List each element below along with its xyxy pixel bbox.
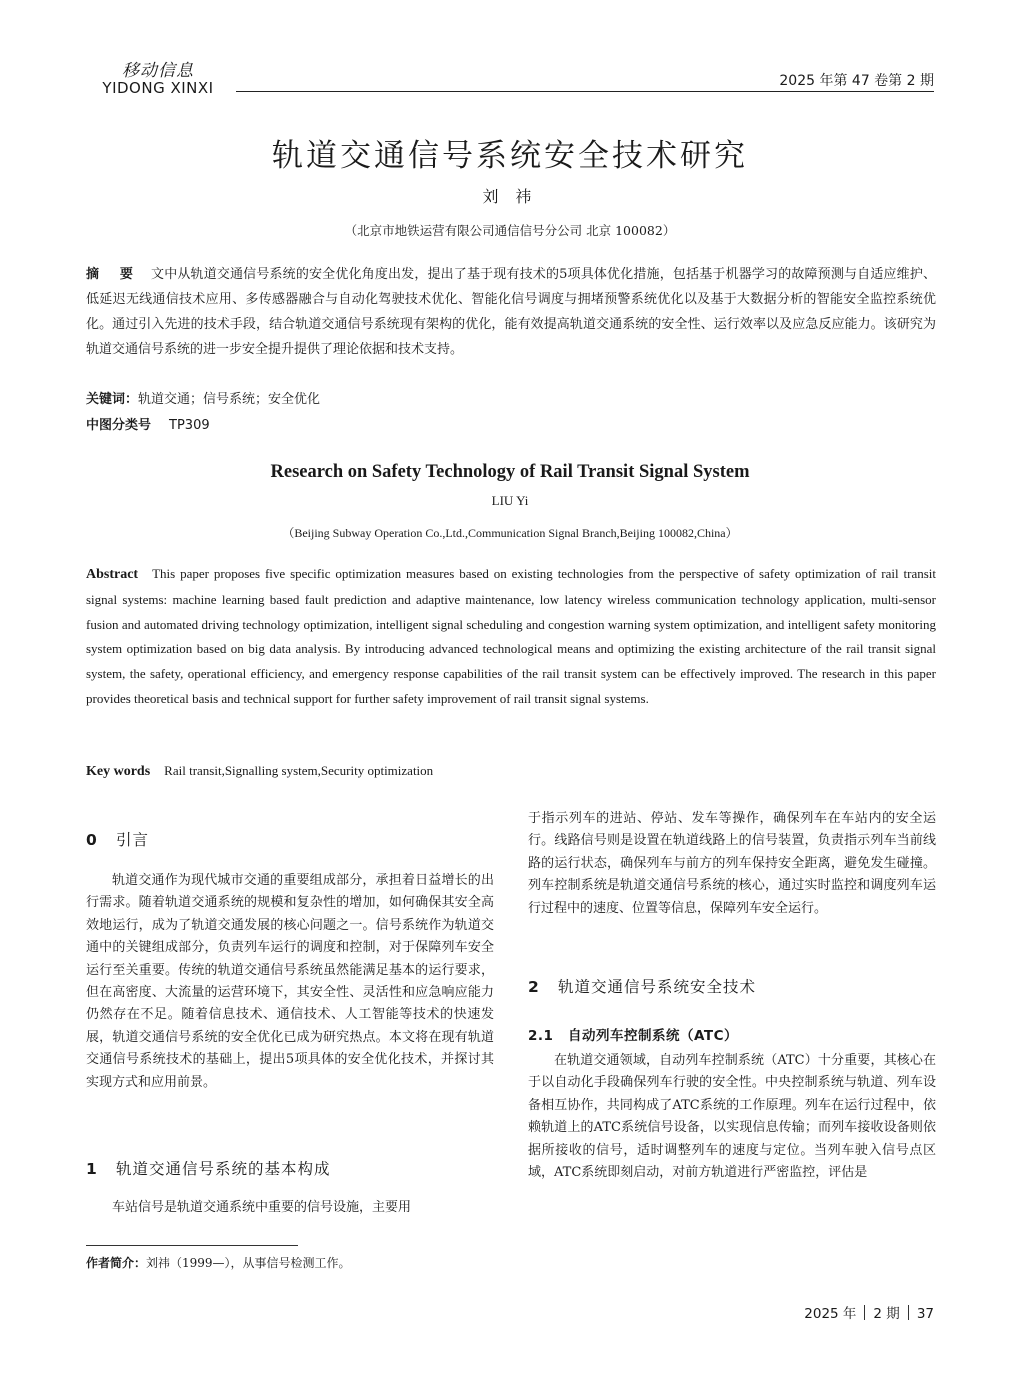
footer-separator: [908, 1305, 909, 1320]
keywords-en: [86, 763, 433, 780]
page-number: 37: [916, 1306, 934, 1322]
section-1-number: 1: [86, 1160, 98, 1178]
section-0-heading: [86, 828, 149, 850]
abstract-en: [86, 562, 936, 712]
abstract-en-text: This paper proposes five specific optimization measures based on existing technologies from the perspective of safety optimization of rail transit signal systems: machine learning based fault prediction and adaptive maintenance, low latency wireless communication technology application, multi-sensor fusion and automated driving technology optimization, intelligent signal scheduling and congestion warning system optimization, and intelligent safety monitoring system optimization based on big data analysis. By introducing advanced technological means and optimizing the existing architecture of the rail transit signal system, the safety, operational efficiency, and emergency response capabilities of the rail transit system can be effectively improved. The research in this paper provides theoretical basis and technical support for further safety improvement of rail transit signal systems.: [86, 566, 936, 706]
section-1-paragraph-continued: 于指示列车的进站、停站、发车等操作，确保列车在车站内的安全运行。线路信号则是设置在轨道线路上的信号装置，负责指示列车当前线路的运行状态，确保列车与前方的列车保持安全距离，避免发生碰撞。列车控制系统是轨道交通信号系统的核心，通过实时监控和调度列车运行过程中的速度、位置等信息，保障列车安全运行。: [528, 811, 936, 916]
section-0-title: 引言: [116, 831, 150, 849]
section-2-1-paragraph: 在轨道交通领域，自动列车控制系统（ATC）十分重要，其核心在于以自动化手段确保列车行驶的安全性。中央控制系统与轨道、列车设备相互协作，共同构成了ATC系统的工作原理。列车在运行过程中，依赖轨道上的ATC系统信号设备，以实现信息传输；而列车接收设备则依据所接收的信号，适时调整列车的速度与定位。当列车驶入信号点区域，ATC系统即刻启动，对前方轨道进行严密监控，评估是: [528, 1053, 936, 1181]
footer-separator: [864, 1305, 865, 1320]
section-2-1-heading: [528, 1024, 738, 1044]
journal-logo-cn: 移动信息: [122, 61, 194, 81]
section-0-paragraph: 轨道交通作为现代城市交通的重要组成部分，承担着日益增长的出行需求。随着轨道交通系统的规模和复杂性的增加，如何确保其安全高效地运行，成为了轨道交通发展的核心问题之一。信号系统作为轨道交通中的关键组成部分，负责列车运行的调度和控制，对于保障列车安全运行至关重要。传统的轨道交通信号系统虽然能满足基本的运行要求，但在高密度、大流量的运营环境下，其安全性、灵活性和应急响应能力仍然存在不足。随着信息技术、通信技术、人工智能等技术的快速发展，轨道交通信号系统的安全优化已成为研究热点。本文将在现有轨道交通信号系统技术的基础上，提出5项具体的安全优化技术，并探讨其实现方式和应用前景。: [86, 873, 494, 1090]
section-2-title: 轨道交通信号系统安全技术: [558, 978, 757, 996]
footnote-text: 刘祎（1999—），从事信号检测工作。: [146, 1256, 351, 1270]
abstract-cn-text: 文中从轨道交通信号系统的安全优化角度出发，提出了基于现有技术的5项具体优化措施，包括基于机器学习的故障预测与自适应维护、低延迟无线通信技术应用、多传感器融合与自动化驾驶技术优化、智能化信号调度与拥堵预警系统优化以及基于大数据分析的智能安全监控系统优化。通过引入先进的技术手段，结合轨道交通信号系统现有架构的优化，能有效提高轨道交通系统的安全性、运行效率以及应急反应能力。该研究为轨道交通信号系统的进一步安全提升提供了理论依据和技术支持。: [86, 267, 936, 357]
page-footer: [804, 1302, 934, 1322]
section-1-paragraph: 车站信号是轨道交通系统中重要的信号设施，主要用: [112, 1200, 412, 1215]
journal-logo: [88, 62, 228, 97]
author-cn: 刘 祎: [482, 187, 538, 206]
section-2-1-number: 2.1: [528, 1028, 554, 1044]
paper-title-en: Research on Safety Technology of Rail Transit Signal System: [270, 462, 750, 482]
journal-issue: 2025 年第 47 卷第 2 期: [779, 73, 934, 89]
keywords-en-label: Key words: [86, 764, 151, 779]
section-0-body: [86, 870, 494, 1094]
author-footnote: [86, 1254, 351, 1271]
affiliation-cn: （北京市地铁运营有限公司通信信号分公司 北京 100082）: [344, 223, 676, 238]
section-1-body: [86, 1197, 494, 1219]
keywords-cn-label: 关键词：: [86, 392, 139, 407]
footnote-label: 作者简介：: [86, 1256, 147, 1270]
keywords-en-text: Rail transit,Signalling system,Security optimization: [164, 763, 434, 778]
section-1-heading: [86, 1157, 331, 1179]
keywords-cn: [86, 388, 320, 407]
keywords-cn-text: 轨道交通；信号系统；安全优化: [138, 392, 321, 407]
abstract-cn-label: 摘 要: [86, 267, 142, 282]
clc-label: 中图分类号: [86, 418, 152, 433]
paper-title-cn: 轨道交通信号系统安全技术研究: [272, 138, 748, 174]
footer-issue: 2 期: [873, 1306, 900, 1322]
section-2-number: 2: [528, 978, 540, 996]
author-en: LIU Yi: [491, 493, 529, 508]
section-2-1-title: 自动列车控制系统（ATC）: [568, 1028, 739, 1044]
footnote-rule: [86, 1245, 298, 1246]
section-2-1-body: [528, 1050, 936, 1184]
section-1-body-continued: [528, 808, 936, 920]
affiliation-en: （Beijing Subway Operation Co.,Ltd.,Communication Signal Branch,Beijing 100082,China）: [282, 526, 738, 540]
abstract-en-label: Abstract: [86, 567, 139, 582]
section-2-heading: [528, 975, 756, 997]
clc-value: TP309: [169, 418, 210, 433]
section-0-number: 0: [86, 831, 98, 849]
footer-year: 2025 年: [804, 1306, 857, 1322]
journal-logo-en: YIDONG XINXI: [102, 79, 214, 97]
abstract-cn: [86, 262, 936, 362]
header-rule: [236, 91, 934, 92]
section-1-title: 轨道交通信号系统的基本构成: [116, 1160, 331, 1178]
classification-code: [86, 414, 210, 433]
